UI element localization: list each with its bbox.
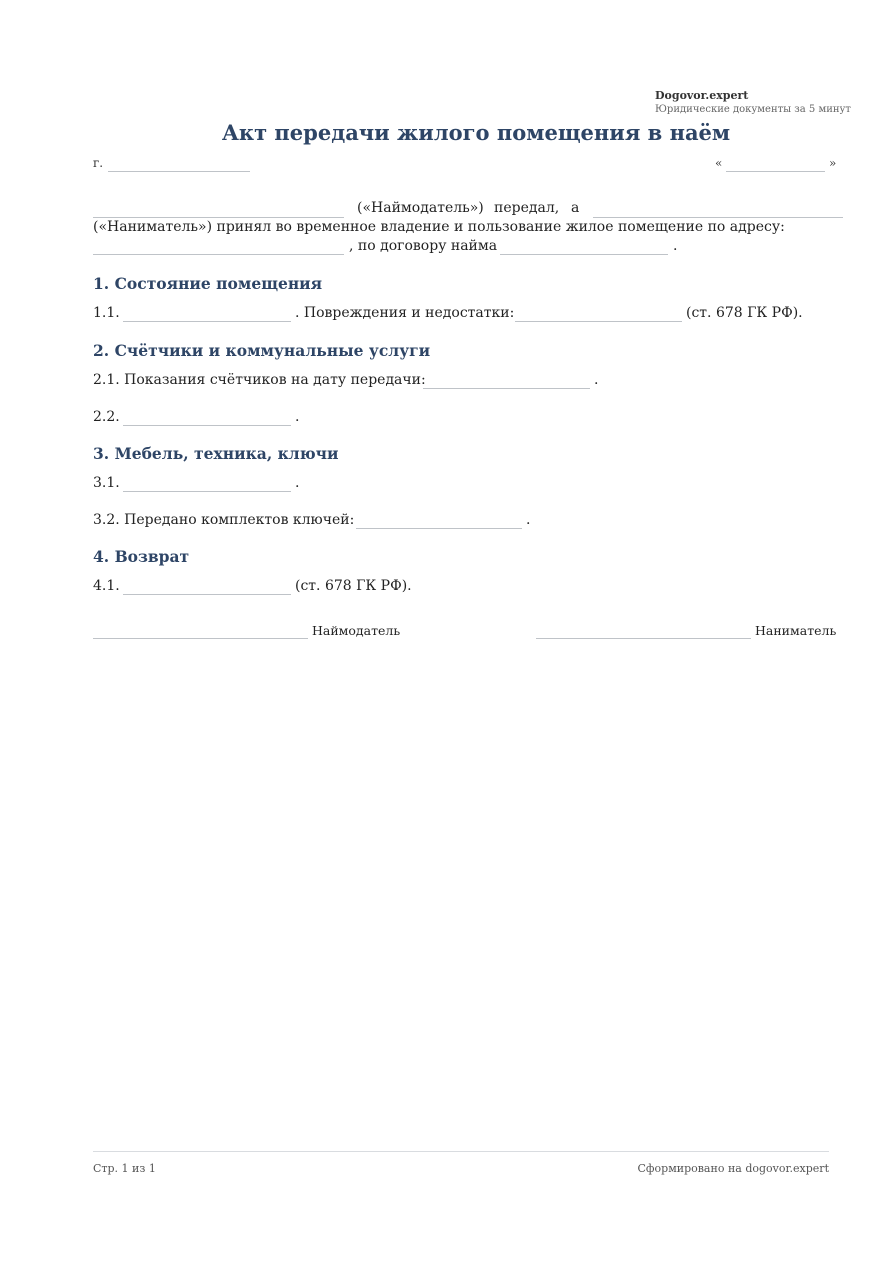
landlord-role-label: («Наймодатель») <box>357 200 484 216</box>
section-1-heading: 1. Состояние помещения <box>93 274 323 293</box>
tenant-signature-line[interactable] <box>536 638 751 639</box>
item-2-2-field[interactable] <box>123 425 291 426</box>
item-1-1-defects-field[interactable] <box>515 321 682 322</box>
item-1-1-number: 1.1. <box>93 305 120 321</box>
brand-name: Dogovor.expert <box>655 89 749 102</box>
city-field[interactable] <box>108 171 250 172</box>
tenant-signature-label: Наниматель <box>755 623 837 638</box>
item-1-1-field[interactable] <box>123 321 291 322</box>
tenant-name-field[interactable] <box>593 217 843 218</box>
item-4-1-field[interactable] <box>123 594 291 595</box>
item-3-1-number: 3.1. <box>93 475 120 491</box>
page-number: Стр. 1 из 1 <box>93 1162 156 1175</box>
item-3-2-text: 3.2. Передано комплектов ключей: <box>93 512 355 528</box>
section-2-heading: 2. Счётчики и коммунальные услуги <box>93 341 431 360</box>
landlord-name-field[interactable] <box>93 217 344 218</box>
date-field[interactable] <box>726 171 825 172</box>
city-prefix: г. <box>93 156 104 170</box>
item-4-1-number: 4.1. <box>93 578 120 594</box>
item-3-2-field[interactable] <box>356 528 522 529</box>
date-open-quote: « <box>715 156 723 170</box>
footer-divider <box>93 1151 829 1152</box>
item-1-1-text: . Повреждения и недостатки: <box>295 305 515 321</box>
item-1-1-reference: (ст. 678 ГК РФ). <box>686 305 803 321</box>
item-3-2-period: . <box>526 512 531 528</box>
address-field[interactable] <box>93 254 344 255</box>
generated-by: Сформировано на dogovor.expert <box>637 1162 829 1175</box>
item-2-2-period: . <box>295 409 300 425</box>
item-2-1-field[interactable] <box>423 388 590 389</box>
transferred-text: передал, <box>494 200 560 216</box>
date-close-quote: » <box>829 156 837 170</box>
item-3-1-period: . <box>295 475 300 491</box>
contract-field[interactable] <box>500 254 668 255</box>
preamble-line-2: («Наниматель») принял во временное владение и пользование жилое помещение по адресу: <box>93 219 785 235</box>
document-title: Акт передачи жилого помещения в наём <box>221 120 731 145</box>
item-4-1-reference: (ст. 678 ГК РФ). <box>295 578 412 594</box>
brand-tagline: Юридические документы за 5 минут <box>655 104 851 115</box>
contract-text: , по договору найма <box>349 238 498 254</box>
preamble-period: . <box>673 238 678 254</box>
item-2-1-period: . <box>594 372 599 388</box>
section-4-heading: 4. Возврат <box>93 547 190 566</box>
item-2-2-number: 2.2. <box>93 409 120 425</box>
landlord-signature-label: Наймодатель <box>312 623 401 638</box>
section-3-heading: 3. Мебель, техника, ключи <box>93 444 339 463</box>
landlord-signature-line[interactable] <box>93 638 308 639</box>
conjunction-text: а <box>571 200 580 216</box>
item-3-1-field[interactable] <box>123 491 291 492</box>
item-2-1-text: 2.1. Показания счётчиков на дату передачи: <box>93 372 426 388</box>
